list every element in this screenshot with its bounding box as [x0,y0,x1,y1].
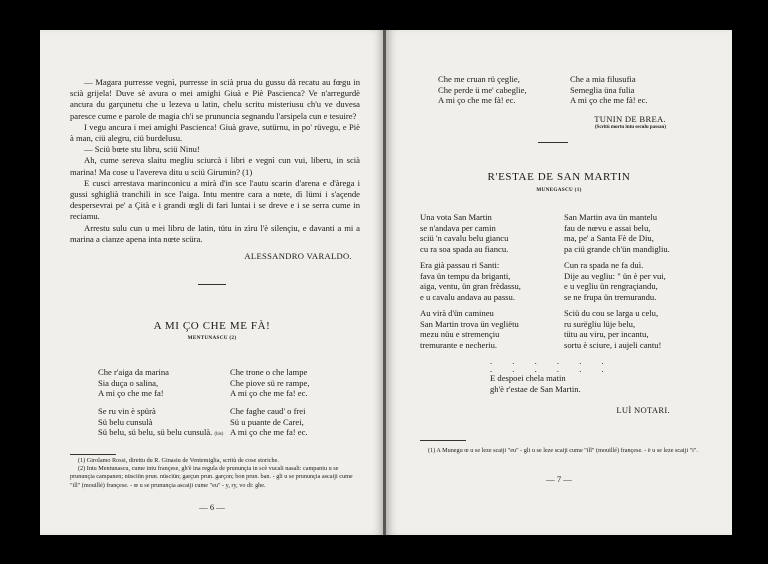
stanza [420,308,519,350]
verse-line: A mi ço che me fà! ec. [570,95,648,106]
footnote: (1) Girolamo Rossi, direttu du R. Ginasiu de Ventemiglia, scritù de cose storiche. [78,457,279,464]
section-divider [538,142,568,143]
verse-line: A mi ço che me fa! [98,388,164,399]
verse-line: Cun ra spada ne fa duì. [564,260,644,270]
prose-paragraph: E cusci arrestava marinconicu a mirà d'in sce l'autu scarin d'arena e d'àrega i gussi sghiglià tranchili in sce l'aiga. Intu mentre cara a nœte, dì lümi i s'açende despersevrai pe' a Çità e i grandi œgli di fari luntai i se dreve e i se serra cume in reciamu. [70,177,360,222]
poem-subtitle: MUNEGASCU (1) [536,187,582,193]
right-page [386,30,732,535]
verse-line: E despoei chela matin [490,373,566,383]
footnote-rule [420,440,466,441]
poem-subtitle: MENTUNASCU (2) [187,335,237,341]
prose-block [70,77,360,245]
stanza [490,373,581,394]
page-number: — 6 — [199,502,225,512]
bis-note: (bis) [214,432,224,438]
footnote-rule [70,454,116,455]
verse-line: Che trone o che lampe [230,367,308,377]
verse-line: San Martin trova ün vegliëtu [420,318,519,329]
left-page [40,30,384,535]
verse-line: Che perde ü me' cabeglie, [438,84,527,95]
verse-line: Sü belu cunsulà [98,416,153,427]
ellipsis-dots: . . . . . . [490,364,613,374]
stanza [420,260,521,302]
stanza [98,367,169,399]
verse-line: fava ün tempu da briganti, [420,270,511,281]
verse-line: fau de nœvu e assai belu, [564,222,651,233]
stanza [570,74,648,106]
stanza [564,260,666,302]
footnotes [420,447,710,455]
verse-line: Au virà d'ün camineu [420,308,494,318]
footnotes [70,457,360,490]
signature: TUNIN DE BREA. [594,114,666,124]
footnote: (2) Intu Mentunascu, cume intu françese, gh'è ina regula de prununçia in scè vucali nasali: campaniu u se prununçia campanen; nüsciün prun. nüsciün; garçun prun. garçon; bon prun. ban. - gli u se prununçia ascaiji cume "ill" (mouillé) françese. - œ u se prununçia ascaiji cume "eu" - y, ry, vo di: ghe. [70,465,353,489]
verse-line: tremurante e necheriu. [420,339,498,350]
page-number: — 7 — [546,474,572,484]
verse-line: Semeglia üna fulia [570,84,635,95]
verse-text: Sü belu, sü belu, sü belu cunsulà. [98,427,213,438]
stanza [564,212,670,254]
verse-line: se n'andava per camin [420,222,496,233]
prose-paragraph: — Magara purresse vegnì, purresse in scià prua du gussu dà recatu au fœgu in scià grijela! Duve sè avura o mei amighi Giuà e Piè Pascienca? Ve n'arregurdè ancura du garçunetu che u lezeva u latin, chelu scritu misteriusu ch'u ve duvesa paresce cume e parole de magia ch'i se prununcia segnandu l'arsipela cun e tesuire? [70,77,360,121]
prose-paragraph: — Sciü bœte stu libru, sciü Ninu! [84,144,200,155]
verse-line: Era già passau ri Santi: [420,260,500,270]
signature-note: (Scritù mortu intu seculu passau) [594,125,666,130]
verse-line: tütu au viru, per incantu, [564,329,649,340]
stanza [230,367,309,399]
verse-line: e u cavalu andava au passu. [420,291,515,302]
verse-line: gh'è r'estae de San Martin. [490,383,581,394]
section-divider [198,284,226,285]
stanza [438,74,527,106]
verse-line: Se ru vin è spürà [98,406,156,416]
verse-line: ru surëgliu lüje belu, [564,318,636,329]
verse-line: Che r'aiga da marina [98,367,169,377]
stanza [98,406,223,441]
verse-line: Dije au vegliu: " ün è per vui, [564,270,666,281]
poem-title: A MI ÇO CHE ME FÀ! [153,320,271,332]
verse-line: San Martin ava ün mantelu [564,212,658,222]
prose-paragraph: Ah, cume sereva slaitu megliu sciurcà i libri e vegnì cun vui, liberu, in scià marina! Ma cose u l'avereva ditu u sciü Girumin? (1) [70,155,360,177]
verse-line: Una vota San Martin [420,212,492,222]
stanza [230,406,308,438]
prose-paragraph: Arrestu sulu cun u mei libru de latin, tütu in zìru l'è silençiu, e davanti a mi a marina a cianze apena inta nœte scüra. [70,222,360,244]
verse-line: pa ciü grande ch'ün mandigliu. [564,243,670,254]
verse-line: Sia duça o salina, [98,377,159,388]
verse-line: Che a mia filusufia [570,74,636,84]
verse-line: Che faghe caud' o frei [230,406,306,416]
stanza [420,212,508,254]
verse-line: A mi ço che me fà! ec. [438,95,516,106]
poem-title: R'ESTAE DE SAN MARTIN [487,171,631,183]
verse-line: A mi ço che me fa! ec. [230,388,308,399]
verse-line: sortu è sciure, i aujeli cantu! [564,339,662,350]
verse-line: A mi ço che me fa! ec. [230,427,308,438]
ellipsis-dots: . . . . . . [490,356,613,366]
stanza [564,308,661,350]
verse-line: e u vegliu ün rengraçiandu, [564,281,658,292]
verse-line: Che me cruan rü çeglie, [438,74,520,84]
verse-line: Sü u puante de Carei, [230,416,304,427]
verse-line: mezu nüu e stremençiu [420,329,500,340]
footnote: (1) A Munegu œ u se leze scaiji "eu" - gli u se leze scaiji cume "ill" (mouillé) françese. - ë u se leze scaiji "i". [428,447,698,454]
verse-line: sciü 'n cavalu belu giancu [420,233,509,244]
verse-line: ma, pe' a Santa Fè de Diu, [564,233,654,244]
verse-line: cu ra soa spada au fiancu. [420,243,509,254]
signature: ALESSANDRO VARALDO. [244,251,352,261]
signature: LUÌ NOTARI. [616,405,670,415]
verse-line: Sciü du cou se larga u celu, [564,308,659,318]
verse-line: se ne frupa ün tremurandu. [564,291,657,302]
verse-line: Che piove sü re rampe, [230,377,310,388]
verse-line [98,427,223,441]
verse-line: aiga, ventu, ün gran frèdassu, [420,281,521,292]
prose-paragraph: I vegu ancura i mei amighi Pascienca! Giuà grave, sutürnu, in po' rüvegu, e Piè à man, ciü alegru, ciü burdelusu. [70,121,360,144]
